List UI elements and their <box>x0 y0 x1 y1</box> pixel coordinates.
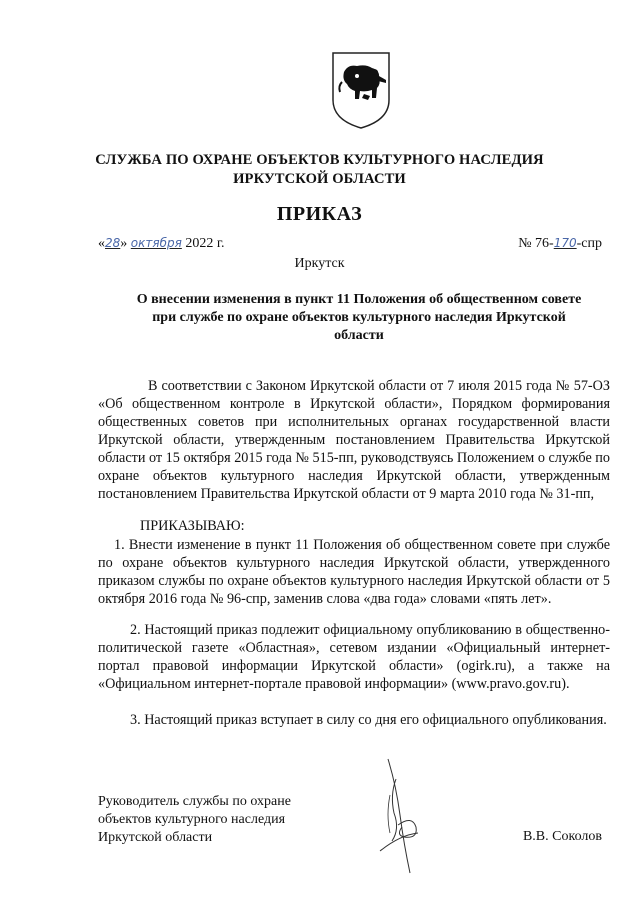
document-number <box>518 236 602 252</box>
order-word: ПРИКАЗЫВАЮ: <box>140 518 245 534</box>
handwritten-signature <box>360 755 480 875</box>
document-type: ПРИКАЗ <box>276 203 363 225</box>
date-close-quote: » <box>120 236 128 251</box>
number-handwritten: 170 <box>553 236 577 250</box>
coat-of-arms-emblem <box>330 50 392 130</box>
signer-position-line-2: объектов культурного наследия <box>98 812 286 827</box>
signer-name: В.В. Соколов <box>522 829 602 844</box>
signer-position-line-1: Руководитель службы по охране <box>98 794 291 809</box>
number-suffix: -спр <box>576 236 602 251</box>
preamble-paragraph: В соответствии с Законом Иркутской области от 7 июля 2015 года № 57-ОЗ «Об общественном контроле в Иркутской области», Порядком формирования общественных советов при исполнительных органах государственной власти Иркутской области, утвержденным постановлением Правительства Иркутской области от 15 октября 2015 года № 515-пп, руководствуясь Положением о службе по охране объектов культурного наследия Иркутской области, утвержденным постановлением Правительства Иркутской области от 9 марта 2010 года № 31-пп, <box>98 378 610 502</box>
subject-line-1: О внесении изменения в пункт 11 Положения об общественном совете <box>136 292 582 307</box>
order-item-2: 2. Настоящий приказ подлежит официальному опубликованию в общественно-политической газете «Областная», сетевом издании «Официальный интернет-портал правовой информации Иркутской области» (ogirk.ru), а также на «Официальном интернет-портале правовой информации» (www.pravo.gov.ru). <box>98 622 610 692</box>
date-open-quote: « <box>98 236 105 251</box>
organization-line-1: СЛУЖБА ПО ОХРАНЕ ОБЪЕКТОВ КУЛЬТУРНОГО НАСЛЕДИЯ <box>95 152 544 168</box>
order-item-1: 1. Внести изменение в пункт 11 Положения об общественном совете при службе по охране объектов культурного наследия Иркутской области, утвержденного приказом службы по охране объектов культурного наследия Иркутской области от 5 октября 2016 года № 96-спр, заменив слова «два года» словами «пять лет». <box>98 537 610 607</box>
organization-name <box>0 151 639 189</box>
organization-line-2: ИРКУТСКОЙ ОБЛАСТИ <box>233 171 406 187</box>
document-date <box>98 236 225 252</box>
number-prefix: № 76- <box>518 236 554 251</box>
signer-position <box>98 793 291 847</box>
subject-line-3: области <box>334 328 384 343</box>
order-item-3: 3. Настоящий приказ вступает в силу со дня его официального опубликования. <box>130 712 607 728</box>
signer-position-line-3: Иркутской области <box>98 830 213 845</box>
date-month-handwritten: октября <box>130 236 182 250</box>
document-subject <box>115 291 603 345</box>
document-city: Иркутск <box>294 256 345 271</box>
date-day-handwritten: 28 <box>105 236 121 250</box>
date-year: 2022 г. <box>185 236 225 251</box>
subject-line-2: при службе по охране объектов культурного наследия Иркутской <box>152 310 566 325</box>
